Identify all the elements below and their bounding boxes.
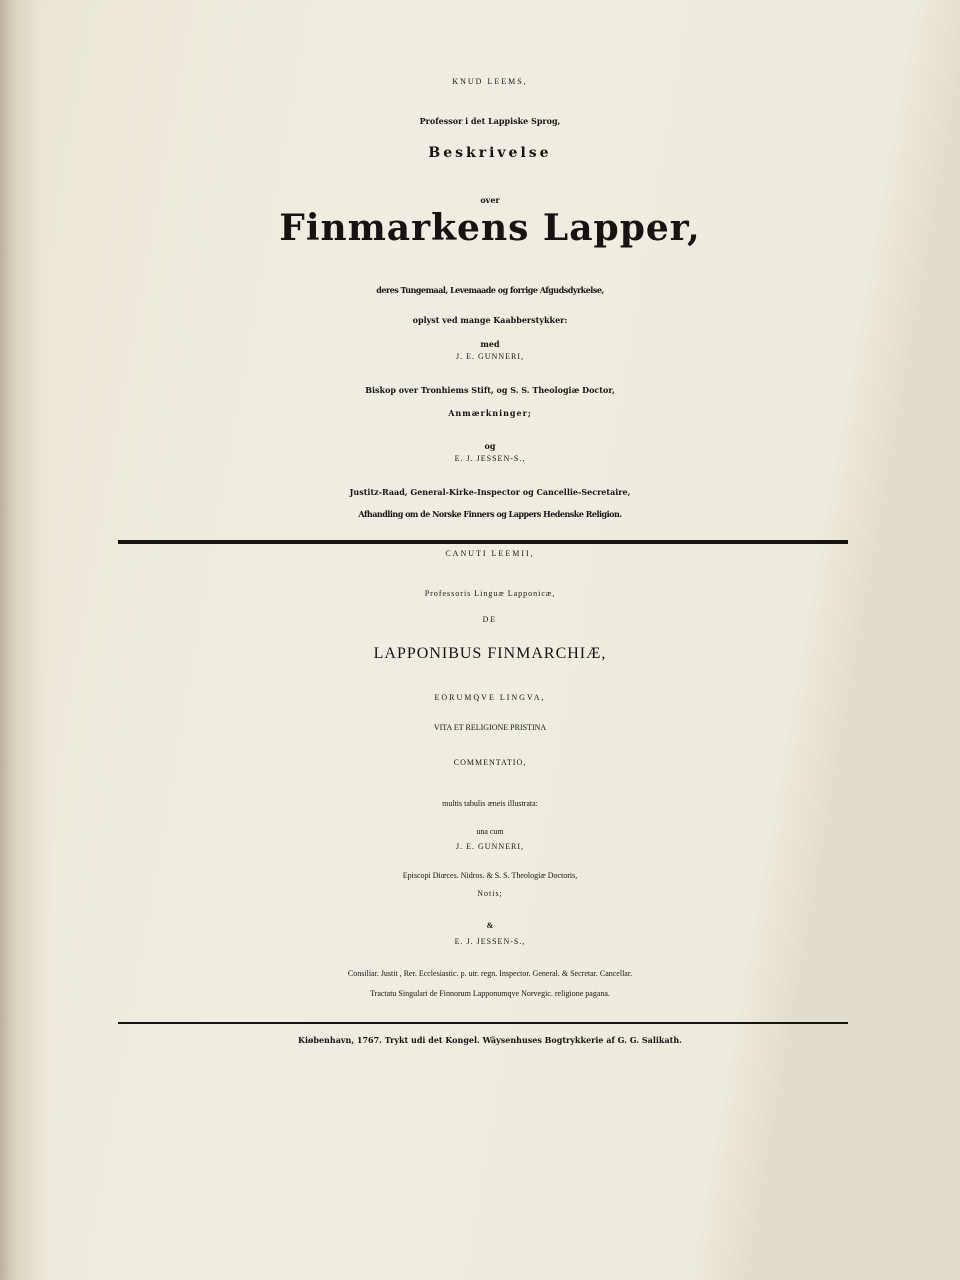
- gunneri-name-latin: J. E. GUNNERI,: [456, 842, 524, 851]
- author-danish: KNUD LEEMS,: [452, 77, 528, 86]
- author-title-danish: Professor i det Lappiske Sprog,: [419, 116, 561, 126]
- treatise-latin: Tractatu Singulari de Finnorum Lapponumqve Norvegic. religione pagana.: [370, 989, 610, 998]
- author-latin: CANUTI LEEMII,: [445, 549, 535, 558]
- una-cum-words: una cum: [476, 827, 504, 836]
- divider-rule-top: [118, 540, 848, 544]
- et-ampersand: &: [486, 921, 494, 930]
- jessen-name-latin: E. J. JESSEN-S.,: [454, 937, 526, 946]
- title-latin-line-2: EORUMQVE LINGVA,: [434, 693, 546, 702]
- notis-word: Notis;: [477, 889, 503, 898]
- divider-rule-bottom: [118, 1022, 848, 1024]
- main-title-latin: LAPPONIBUS FINMARCHIÆ,: [373, 645, 607, 662]
- med-word: med: [480, 339, 500, 349]
- jessen-name-danish: E. J. JESSEN-S.,: [454, 454, 526, 463]
- gunneri-title-danish: Biskop over Tronhiems Stift, og S. S. Theologiæ Doctor,: [365, 385, 615, 395]
- notes-danish: Anmærkninger;: [448, 408, 532, 418]
- main-title-danish: Finmarkens Lapper,: [279, 207, 701, 249]
- subtitle-danish: deres Tungemaal, Levemaade og forrige Afgudsdyrkelse,: [376, 285, 604, 295]
- imprint: Kiøbenhavn, 1767. Trykt udi det Kongel. Wäysenhuses Bogtrykkerie af G. G. Salikath.: [298, 1035, 682, 1045]
- title-latin-line-3: VITA ET RELIGIONE PRISTINA: [433, 723, 547, 732]
- work-word-danish: Beskrivelse: [428, 145, 552, 161]
- author-title-latin: Professoris Linguæ Lapponicæ,: [424, 589, 556, 598]
- jessen-title-danish: Justitz-Raad, General-Kirke-Inspector og Cancellie-Secretaire,: [349, 487, 631, 497]
- title-page: [100, 60, 880, 1070]
- illustrated-danish: oplyst ved mange Kaabberstykker:: [412, 315, 568, 325]
- gunneri-name-danish: J. E. GUNNERI,: [456, 352, 524, 361]
- treatise-danish: Afhandling om de Norske Finners og Lappers Hedenske Religion.: [358, 509, 622, 519]
- title-latin-line-4: COMMENTATIO,: [453, 758, 527, 767]
- over-word: over: [480, 195, 500, 205]
- og-word: og: [484, 441, 496, 451]
- book-gutter-shadow: [0, 0, 52, 1280]
- de-word: DE: [482, 615, 498, 624]
- gunneri-title-latin: Episcopi Diœces. Nidros. & S. S. Theologiæ Doctoris,: [402, 871, 578, 880]
- illustrated-latin: multis tabulis æneis illustrata:: [442, 799, 538, 808]
- jessen-title-latin: Consiliar. Justit , Rer. Ecclesiastic. p. utr. regn. Inspector. General. & Secretar. Cancellar.: [347, 969, 633, 978]
